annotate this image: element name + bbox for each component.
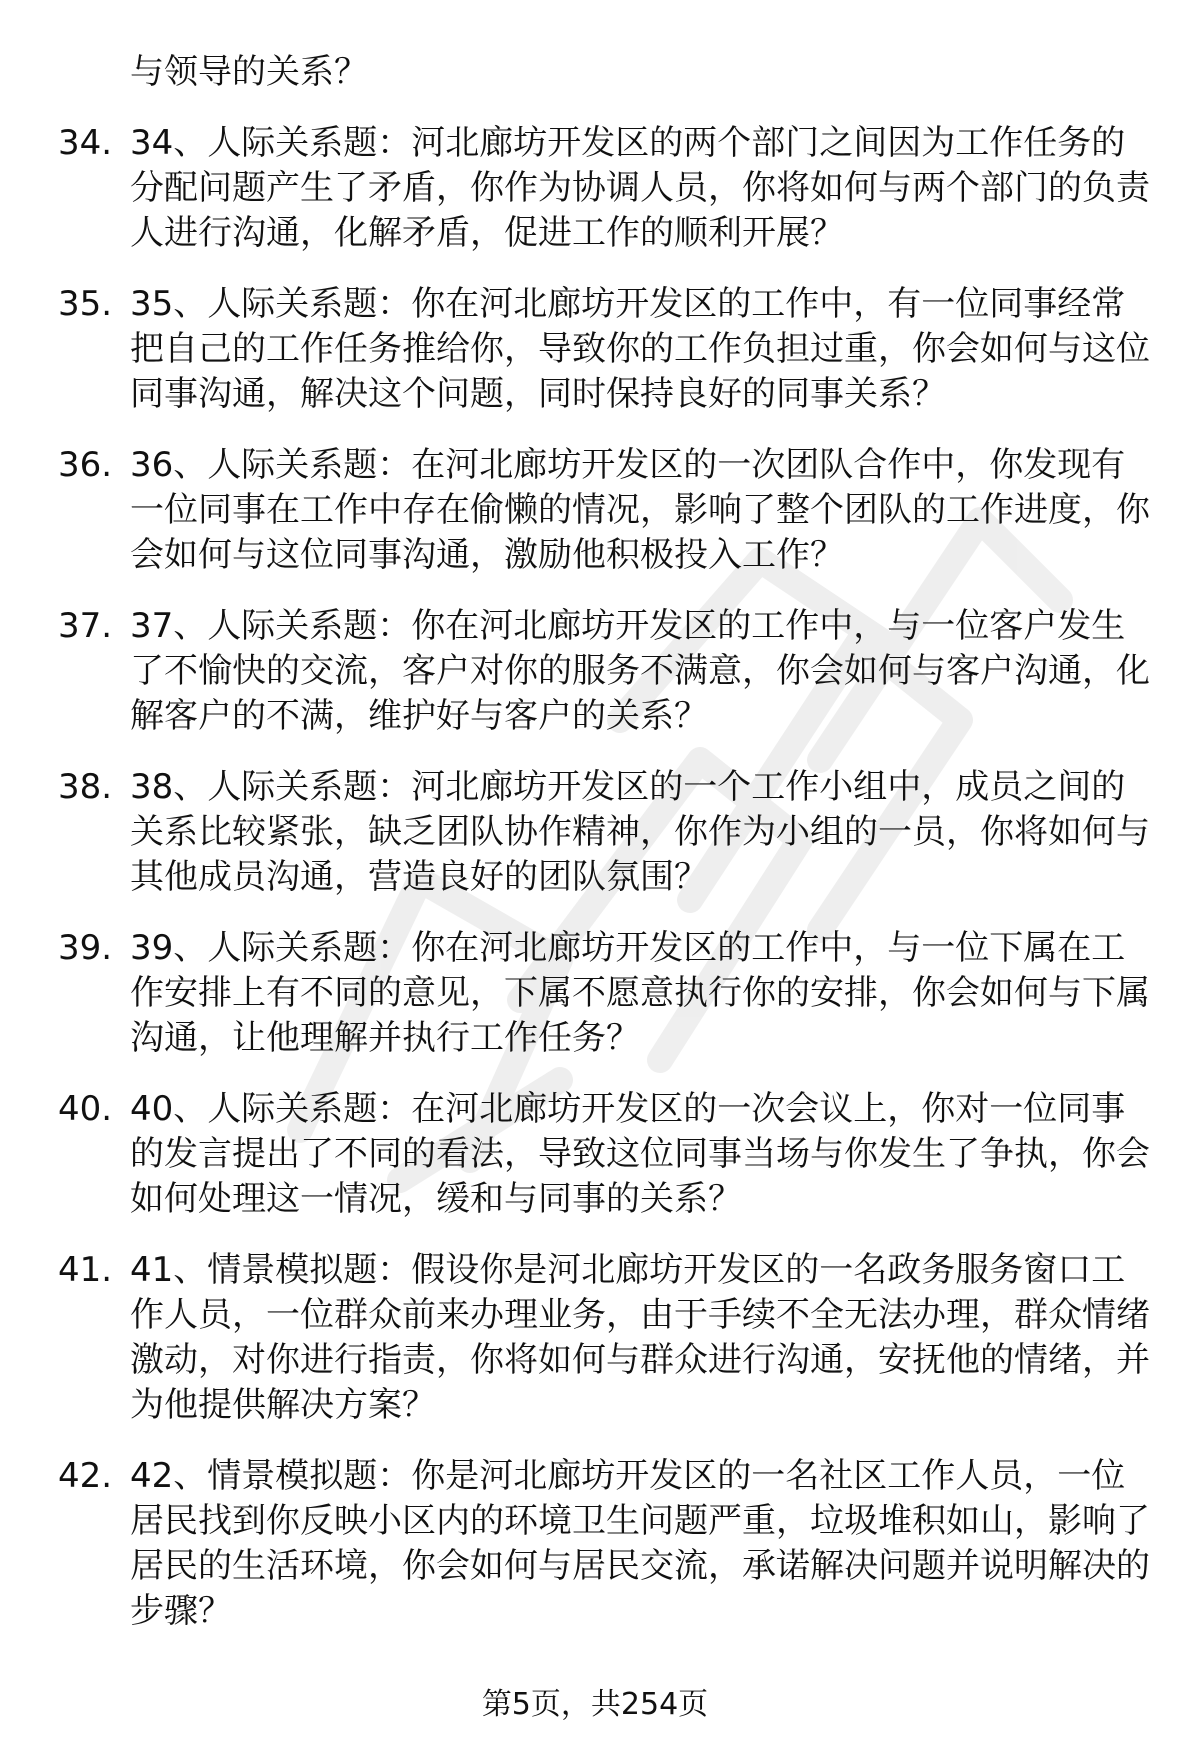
list-item-text: 39、人际关系题：你在河北廊坊开发区的工作中，与一位下属在工作安排上有不同的意见，下属不愿意执行你的安排，你会如何与下属沟通，让他理解并执行工作任务？ [130, 928, 1150, 1058]
list-item-number: 34. [58, 123, 113, 163]
list-item [58, 282, 1158, 417]
page-footer: 第5页，共254页 [481, 1687, 709, 1722]
list-item-text: 37、人际关系题：你在河北廊坊开发区的工作中，与一位客户发生了不愉快的交流，客户对你的服务不满意，你会如何与客户沟通，化解客户的不满，维护好与客户的关系？ [130, 606, 1150, 736]
list-item [58, 443, 1158, 578]
list-item-text: 38、人际关系题：河北廊坊开发区的一个工作小组中，成员之间的关系比较紧张，缺乏团队协作精神，你作为小组的一员，你将如何与其他成员沟通，营造良好的团队氛围？ [130, 767, 1150, 897]
list-item [58, 1454, 1158, 1634]
list-item-number: 35. [58, 284, 113, 324]
list-item [58, 1087, 1158, 1222]
list-item [58, 604, 1158, 739]
list-item-text: 40、人际关系题：在河北廊坊开发区的一次会议上，你对一位同事的发言提出了不同的看法，导致这位同事当场与你发生了争执，你会如何处理这一情况，缓和与同事的关系？ [130, 1089, 1150, 1219]
list-item [58, 926, 1158, 1061]
list-item-text: 42、情景模拟题：你是河北廊坊开发区的一名社区工作人员，一位居民找到你反映小区内的环境卫生问题严重，垃圾堆积如山，影响了居民的生活环境，你会如何与居民交流，承诺解决问题并说明解决的步骤？ [130, 1456, 1150, 1631]
list-item-text: 35、人际关系题：你在河北廊坊开发区的工作中，有一位同事经常把自己的工作任务推给你，导致你的工作负担过重，你会如何与这位同事沟通，解决这个问题，同时保持良好的同事关系？ [130, 284, 1150, 414]
list-item-number: 40. [58, 1089, 113, 1129]
list-item [58, 1248, 1158, 1428]
document-body [58, 50, 1158, 1660]
list-item [58, 765, 1158, 900]
list-item [58, 121, 1158, 256]
question-list [58, 121, 1158, 1634]
list-item-number: 36. [58, 445, 113, 485]
list-item-number: 37. [58, 606, 113, 646]
list-item-text: 36、人际关系题：在河北廊坊开发区的一次团队合作中，你发现有一位同事在工作中存在偷懒的情况，影响了整个团队的工作进度，你会如何与这位同事沟通，激励他积极投入工作？ [130, 445, 1150, 575]
list-item-number: 39. [58, 928, 113, 968]
list-item-text: 41、情景模拟题：假设你是河北廊坊开发区的一名政务服务窗口工作人员，一位群众前来办理业务，由于手续不全无法办理，群众情绪激动，对你进行指责，你将如何与群众进行沟通，安抚他的情绪，并为他提供解决方案？ [130, 1250, 1150, 1425]
list-item-number: 42. [58, 1456, 113, 1496]
continued-paragraph: 与领导的关系？ [130, 52, 368, 92]
list-item-number: 38. [58, 767, 113, 807]
list-item-text: 34、人际关系题：河北廊坊开发区的两个部门之间因为工作任务的分配问题产生了矛盾，你作为协调人员，你将如何与两个部门的负责人进行沟通，化解矛盾，促进工作的顺利开展？ [130, 123, 1150, 253]
list-item-number: 41. [58, 1250, 113, 1290]
